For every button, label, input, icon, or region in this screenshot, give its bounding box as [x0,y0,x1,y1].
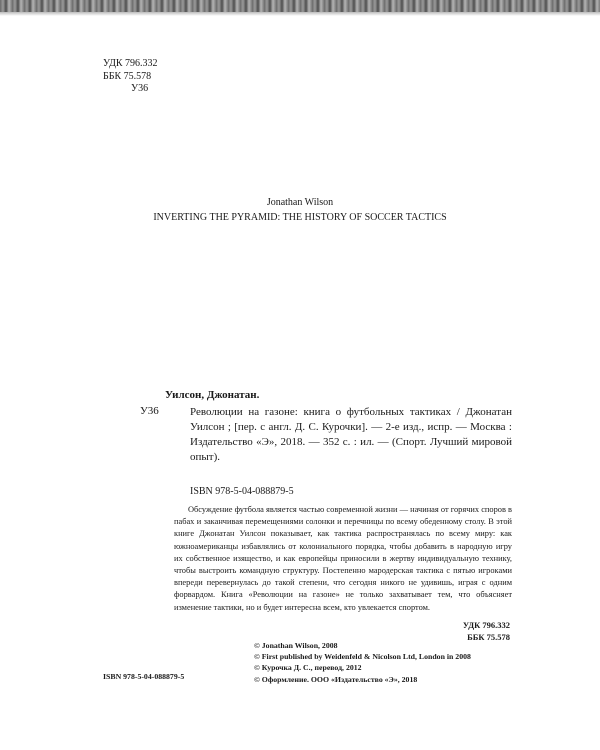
bbk-code-bottom: ББК 75.578 [467,632,510,642]
copyright-line: © Курочка Д. С., перевод, 2012 [254,663,362,673]
udk-code: УДК 796.332 [103,58,158,69]
bib-heading-author: Уилсон, Джонатан. [165,389,260,401]
bbk-code: ББК 75.578 [103,70,152,82]
copyright-block [254,640,471,685]
isbn-bottom: ISBN 978-5-04-088879-5 [103,672,185,681]
isbn: ISBN 978-5-04-088879-5 [190,486,294,497]
original-title: INVERTING THE PYRAMID: THE HISTORY OF SOCCER TACTICS [153,212,447,223]
bib-description: Революции на газоне: книга о футбольных тактиках / Джонатан Уилсон ; [пер. с англ. Д. С. Курочки]. — 2-е изд., испр. — Москва : Издательство «Э», 2018. — 352 с. : ил. — (Спорт. Лучший мировой опыт). [190,406,512,463]
copyright-line: © Оформление. ООО «Издательство «Э», 2018 [254,674,418,684]
scan-edge [0,0,600,12]
original-author: Jonathan Wilson [266,197,334,208]
copyright-line: © Jonathan Wilson, 2008 [254,641,338,650]
original-edition [0,195,600,225]
classification-codes-top [103,58,158,96]
udk-code-bottom: УДК 796.332 [462,620,510,630]
annotation: Обсуждение футбола является частью современной жизни — начиная от горячих споров в пабах и заканчивая перемещениями солонки и перечницы по всему обеденному столу. В этой книге Джонатан Уилсон показывает, как тактика распространялась по всему миру: как южноамериканцы избавлялись от колониального порядка, чтобы добавить в народную игру их собственное изящество, и как европейцы приносили в жертву индивидуальную технику, чтобы выстроить командную структуру. Постепенно мародерская тактика с пятью игроками впереди перевернулась до такой степени, что сегодня никого не удивишь, играя с одним форвардом. Книга «Революции на газоне» не только захватывает тем, что объясняет изменение тактики, но и будет интересна всем, кто увлекается спортом. [174,505,512,612]
copyright-line: © First published by Weidenfeld & Nicolson Ltd, London in 2008 [254,652,471,662]
author-mark: У36 [131,83,149,94]
bib-author-mark: У36 [140,405,159,417]
